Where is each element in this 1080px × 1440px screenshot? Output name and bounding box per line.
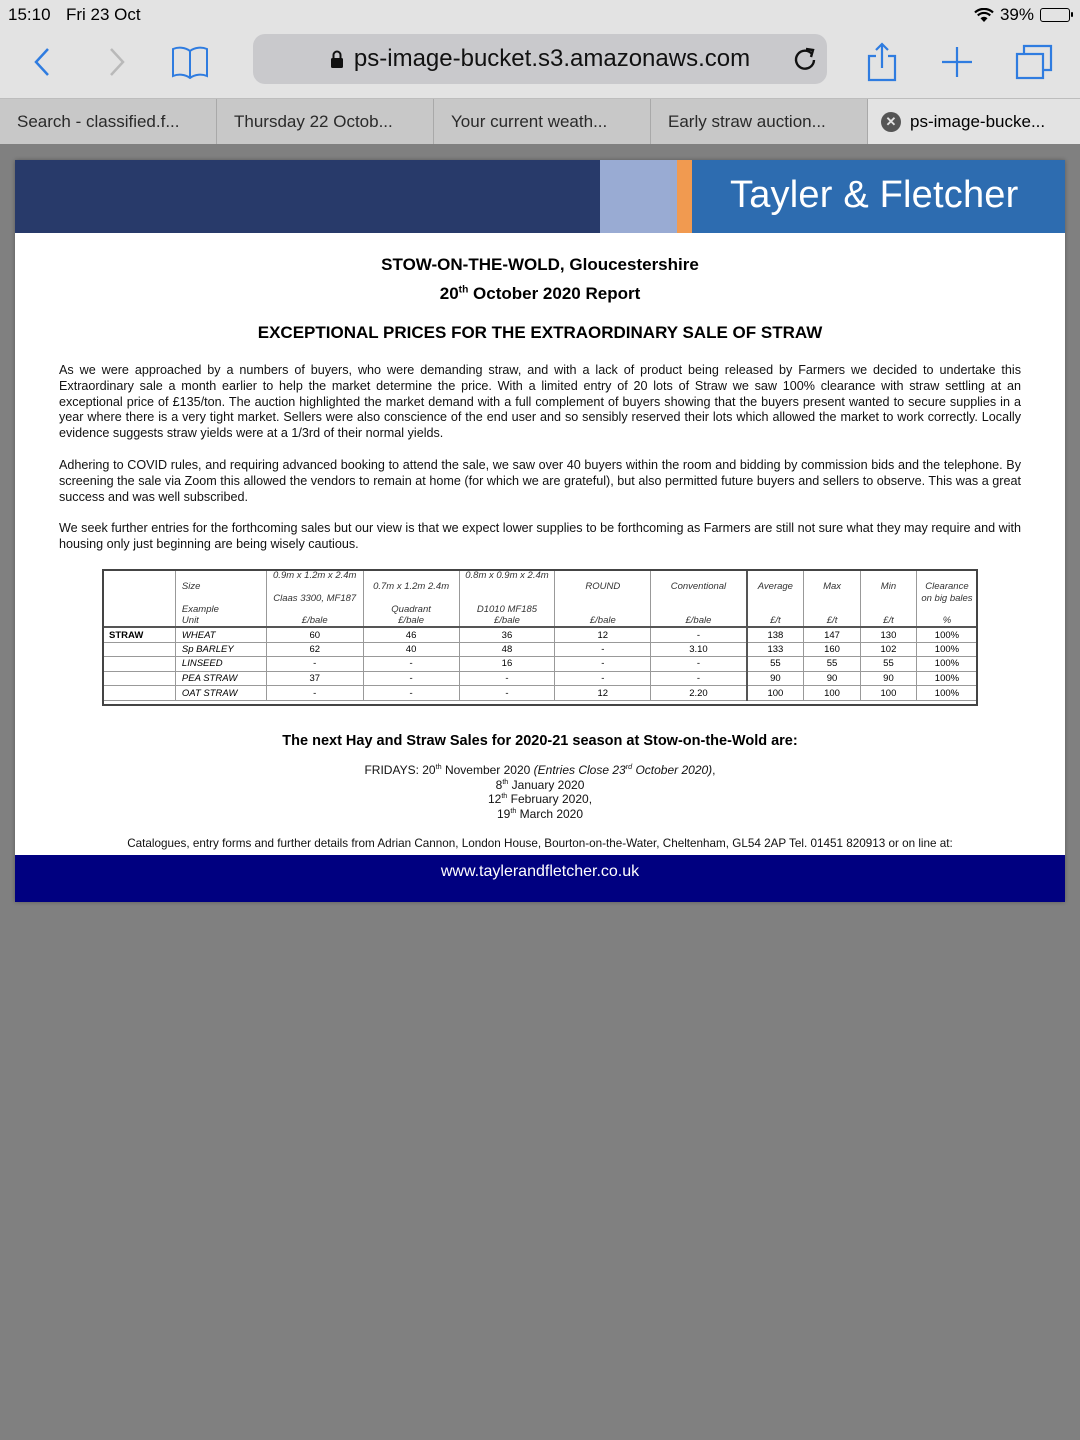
- share-button[interactable]: [860, 42, 904, 82]
- col-header: 0.7m x 1.2m 2.4m Quadrant £/bale: [363, 570, 459, 628]
- table-row: OAT STRAW - - - 12 2.20 100 100 100 100%: [103, 686, 978, 701]
- new-tab-button[interactable]: [935, 42, 979, 82]
- sale-date-2: 8th January 2020: [495, 776, 585, 792]
- tab-thursday-22-october[interactable]: Thursday 22 Octob...: [217, 99, 434, 144]
- status-date: Fri 23 Oct: [66, 5, 141, 24]
- col-header: Average £/t: [747, 570, 804, 628]
- reload-button[interactable]: [793, 46, 817, 79]
- bookmarks-icon: [171, 45, 209, 79]
- table-row: LINSEED - - 16 - - 55 55 55 100%: [103, 657, 978, 672]
- status-indicators: [974, 5, 1070, 25]
- contact-details: Catalogues, entry forms and further details from Adrian Cannon, London House, Bourton-on-the-Water, Cheltenham, GL54 2AP Tel. 01451 820913 or on line at:: [127, 837, 953, 850]
- table-row: STRAW WHEAT 60 46 36 12 - 138 147 130 100%: [103, 627, 978, 642]
- battery-percent: 39%: [999, 5, 1034, 24]
- col-header: Clearance on big bales %: [916, 570, 977, 628]
- col-header: Conventional £/bale: [651, 570, 747, 628]
- table-header-row: Size Example Unit 0.9m x 1.2m x 2.4m Claas 3300, MF187 £/bale 0.7m x 1.2m 2.4m Quadrant £/bale 0.8m x 0.9m x 2.4m D1010 MF185 £/bale ROUND £/bale Conventional £/bale Average £/t Max £/t Min £/t Clearance on big bales %: [103, 570, 978, 628]
- table-row: PEA STRAW 37 - - - - 90 90 90 100%: [103, 671, 978, 686]
- price-table: [102, 569, 978, 701]
- col-header: 0.8m x 0.9m x 2.4m D1010 MF185 £/bale: [459, 570, 555, 628]
- brand-logo: Tayler & Fletcher: [730, 174, 1019, 216]
- headline: EXCEPTIONAL PRICES FOR THE EXTRAORDINARY SALE OF STRAW: [257, 323, 823, 342]
- table-row: Sp BARLEY 62 40 48 - 3.10 133 160 102 100%: [103, 642, 978, 657]
- footer-banner: [15, 855, 1065, 902]
- paragraph-entries: We seek further entries for the forthcoming sales but our view is that we expect lower supplies to be forthcoming as Farmers are still not sure what they may require and with housing only just beginning are being wisely cautious.: [59, 521, 1021, 551]
- paragraph-intro: As we were approached by a numbers of buyers, who were demanding straw, and with a lack of product being released by Farmers we decided to undertake this Extraordinary sale a month earlier to help the market determine the price. With a limited entry of 20 lots of Straw we saw 100% clearance with straw settling at an exceptional price of £135/ton. The auction highlighted the market demand with a full complement of buyers showing that the buyers present wanted to secure supplies in a year where there is a very tight market. Sellers were also conscience of the end user and so sensibly reserved their lots which allowed the market to work correctly. Locally evidence suggests straw yields were at a 1/3rd of their normal yields.: [59, 363, 1021, 441]
- back-icon: [33, 47, 51, 77]
- tab-bar: [0, 98, 1080, 144]
- website-link[interactable]: www.taylerandfletcher.co.uk: [440, 863, 640, 880]
- forward-icon: [108, 47, 126, 77]
- col-header: ROUND £/bale: [555, 570, 651, 628]
- tab-ps-image-bucket[interactable]: ✕ ps-image-bucke...: [868, 99, 1080, 144]
- banner-stripe-orange: [677, 160, 692, 233]
- col-header: Max £/t: [804, 570, 861, 628]
- next-sales-heading: The next Hay and Straw Sales for 2020-21 season at Stow-on-the-Wold are:: [282, 733, 798, 749]
- sale-date-1: FRIDAYS: 20th November 2020 (Entries Close 23rd October 2020),: [364, 762, 716, 777]
- battery-icon: [1040, 8, 1070, 22]
- url-bar[interactable]: [253, 34, 827, 84]
- report-date-heading: 20th October 2020 Report: [439, 284, 641, 303]
- browser-toolbar: [0, 30, 1080, 98]
- sale-date-4: 19th March 2020: [496, 805, 584, 821]
- new-tab-icon: [941, 46, 973, 78]
- tabs-overview-button[interactable]: [1012, 42, 1056, 82]
- url-text: ps-image-bucket.s3.amazonaws.com: [353, 45, 751, 72]
- forward-button[interactable]: [95, 42, 139, 82]
- back-button[interactable]: [20, 42, 64, 82]
- tab-search-classified[interactable]: Search - classified.f...: [0, 99, 217, 144]
- sale-dates: [15, 763, 1065, 821]
- close-tab-icon[interactable]: ✕: [881, 112, 901, 132]
- status-time: 15:10: [8, 5, 51, 24]
- sale-date-3: 12th February 2020,: [487, 791, 593, 807]
- bookmarks-button[interactable]: [168, 42, 212, 82]
- location-heading: STOW-ON-THE-WOLD, Gloucestershire: [381, 255, 699, 274]
- tab-current-weather[interactable]: Your current weath...: [434, 99, 651, 144]
- lock-icon: [330, 50, 344, 69]
- browser-chrome: [0, 0, 1080, 144]
- reload-icon: [793, 46, 817, 72]
- wifi-icon: [974, 8, 994, 23]
- paragraph-covid: Adhering to COVID rules, and requiring advanced booking to attend the sale, we saw over 40 buyers within the room and bidding by commission bids and the telephone. By screening the sale via Zoom this allowed the vendors to remain at home (for which we are grateful), but also permitted future buyers and sellers to observe. This was a great success and was well subscribed.: [59, 458, 1021, 504]
- banner-stripe-light: [600, 160, 677, 233]
- tabs-icon: [1015, 44, 1053, 80]
- col-header: Min £/t: [861, 570, 917, 628]
- share-icon: [866, 42, 898, 82]
- col-header: 0.9m x 1.2m x 2.4m Claas 3300, MF187 £/bale: [266, 570, 363, 628]
- tab-early-straw-auction[interactable]: Early straw auction...: [651, 99, 868, 144]
- document-page: [15, 160, 1065, 902]
- category-cell: STRAW: [103, 627, 176, 642]
- status-bar: [0, 0, 1080, 30]
